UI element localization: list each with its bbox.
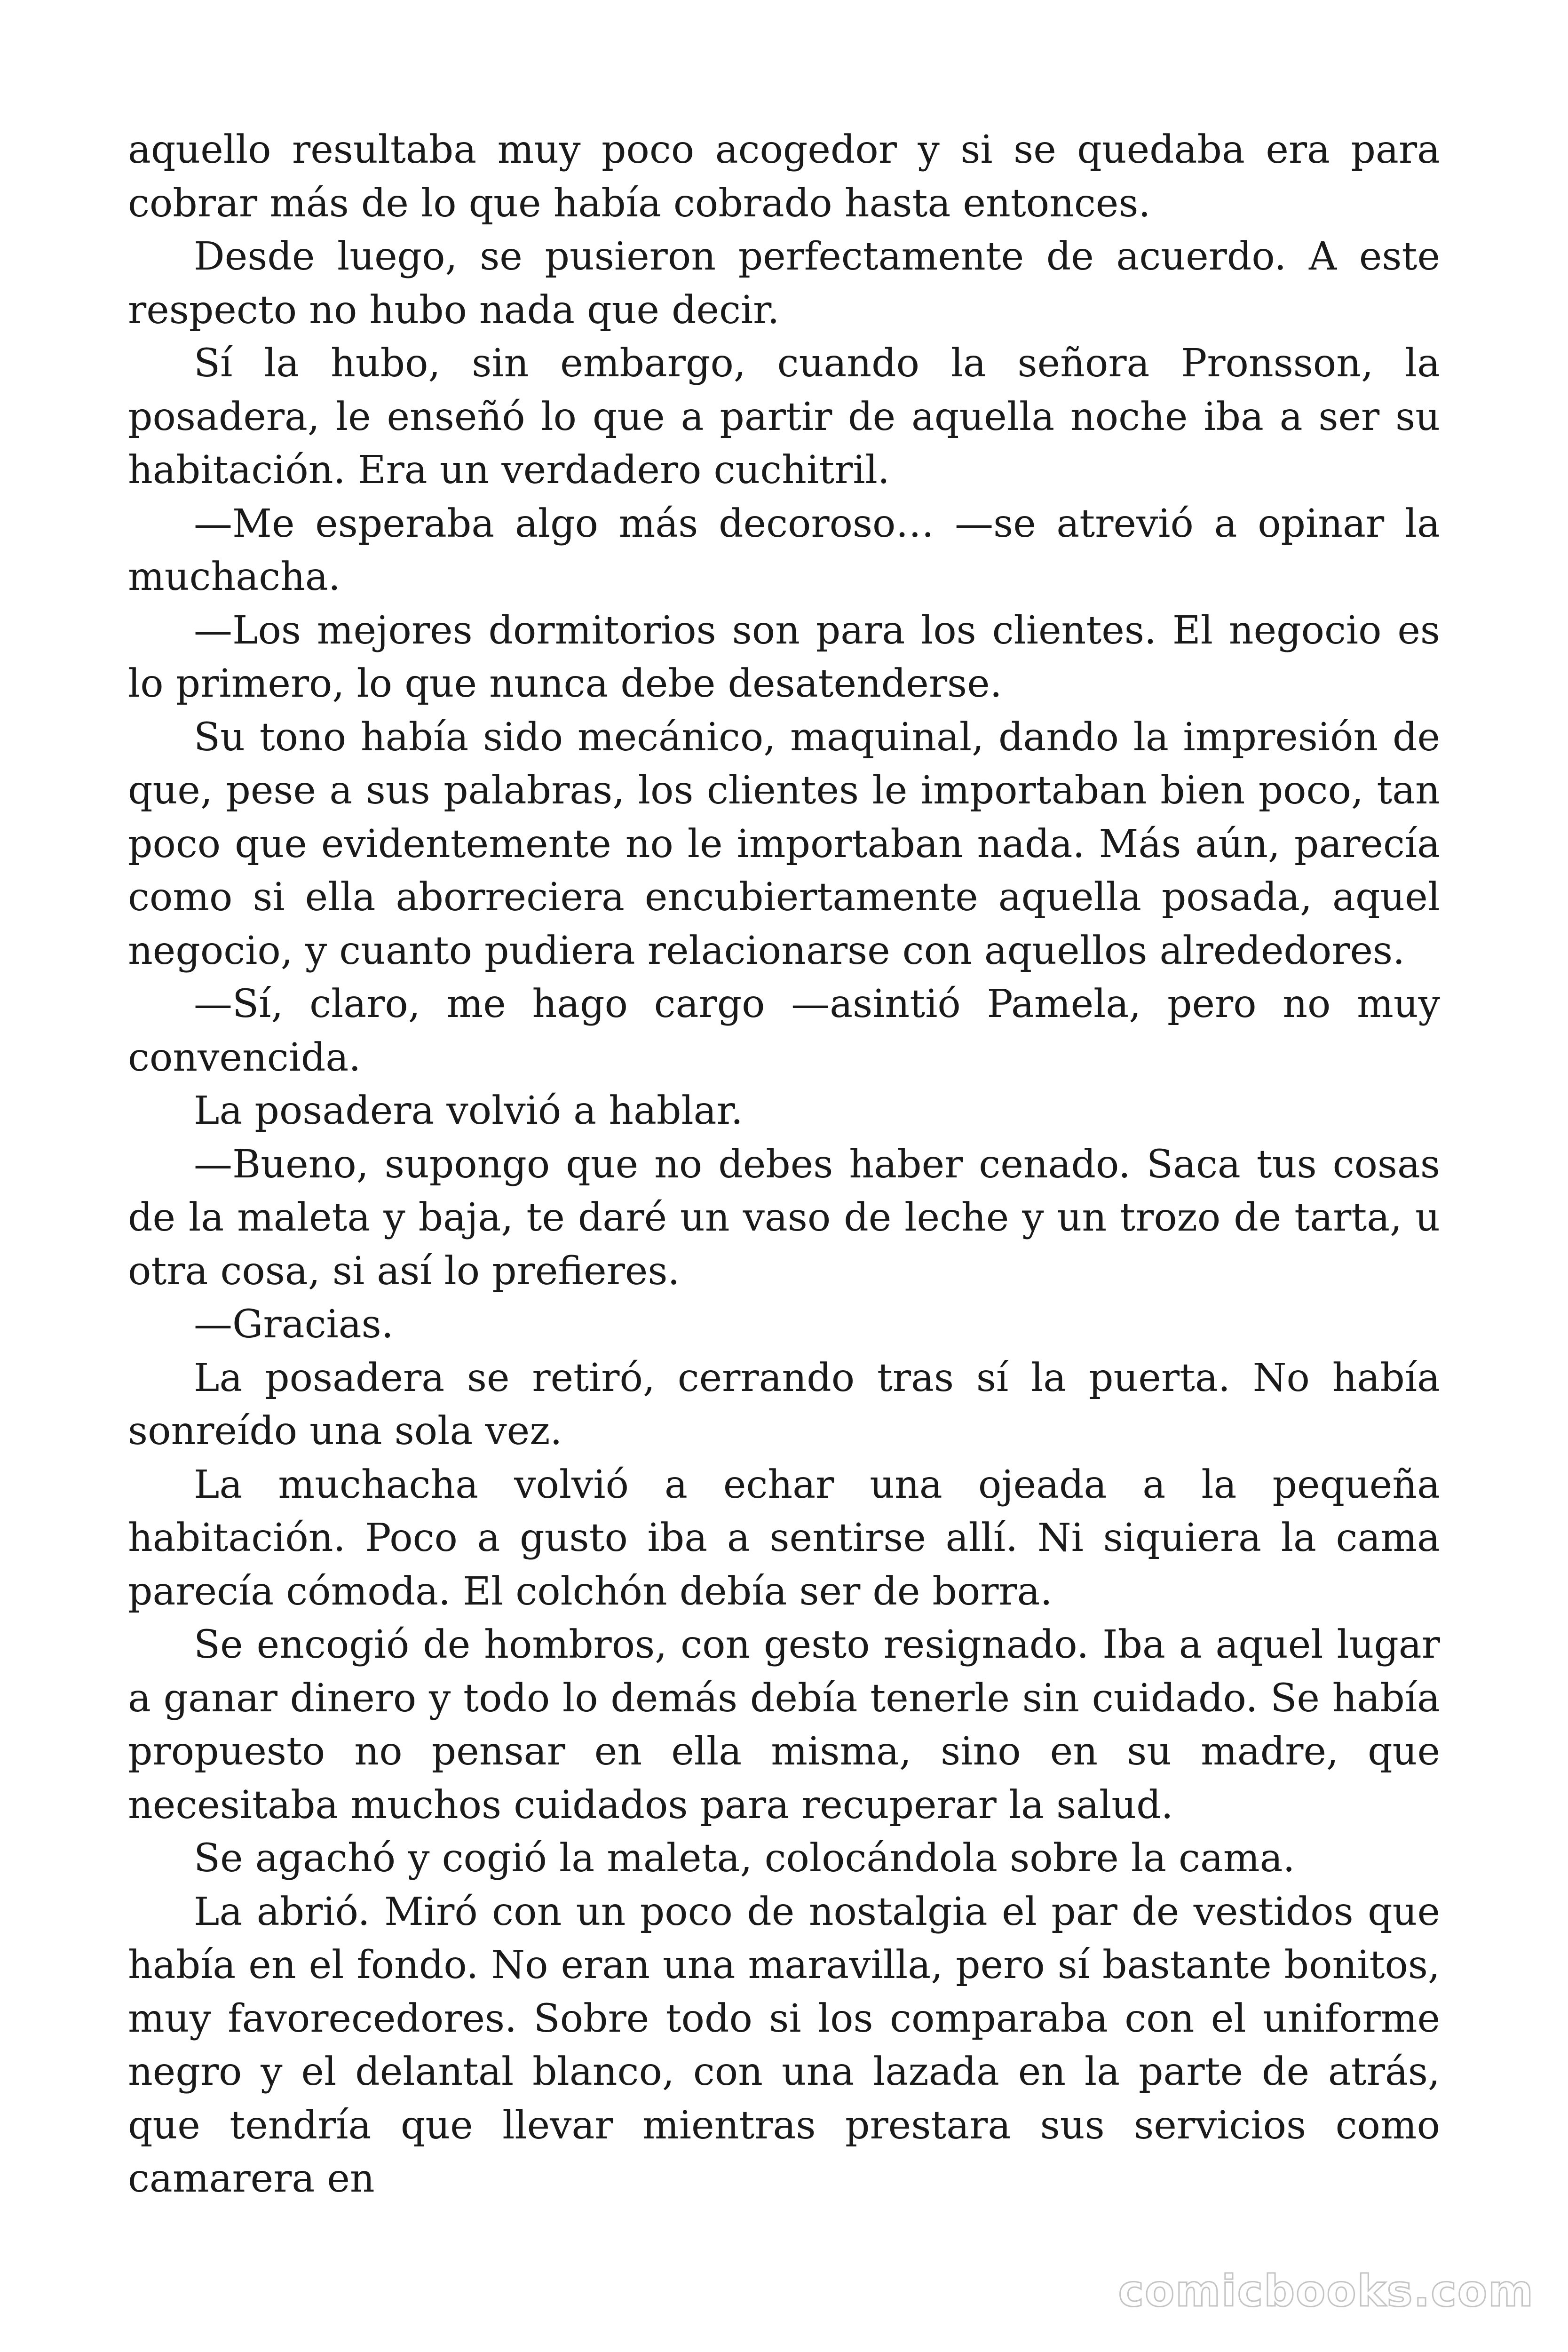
dialogue-paragraph: —Bueno, supongo que no debes haber cenado. Saca tus cosas de la maleta y baja, te daré un vaso de leche y un trozo de tarta, u otra cosa, si así lo prefieres. — [128, 1142, 1440, 1294]
dialogue-paragraph: —Gracias. — [194, 1302, 394, 1347]
paragraph: Desde luego, se pusieron perfectamente de acuerdo. A este respecto no hubo nada que decir. — [128, 234, 1440, 333]
paragraph: Se agachó y cogió la maleta, colocándola sobre la cama. — [194, 1836, 1295, 1881]
paragraph: La posadera se retiró, cerrando tras sí la puerta. No había sonreído una sola vez. — [128, 1355, 1440, 1454]
paragraph-continuation: aquello resultaba muy poco acogedor y si se quedaba era para cobrar más de lo que había cobrado hasta entonces. — [128, 127, 1440, 226]
body-text — [128, 123, 1440, 2206]
paragraph: Sí la hubo, sin embargo, cuando la señora Pronsson, la posadera, le enseñó lo que a partir de aquella noche iba a ser su habitación. Era un verdadero cuchitril. — [128, 341, 1440, 493]
dialogue-paragraph: —Sí, claro, me hago cargo —asintió Pamela, pero no muy convencida. — [128, 982, 1440, 1080]
dialogue-paragraph: —Los mejores dormitorios son para los clientes. El negocio es lo primero, lo que nunca debe desatenderse. — [128, 608, 1440, 706]
watermark-logo: comicbooks.com — [1118, 2266, 1534, 2316]
paragraph: La abrió. Miró con un poco de nostalgia el par de vestidos que había en el fondo. No eran una maravilla, pero sí bastante bonitos, muy favorecedores. Sobre todo si los comparaba con el uniforme negro y el delantal blanco, con una lazada en la parte de atrás, que tendría que llevar mientras prestara sus servicios como camarera en — [128, 1889, 1440, 2201]
paragraph: La posadera volvió a hablar. — [194, 1089, 743, 1133]
dialogue-paragraph: —Me esperaba algo más decoroso… —se atrevió a opinar la muchacha. — [128, 501, 1440, 599]
paragraph: La muchacha volvió a echar una ojeada a la pequeña habitación. Poco a gusto iba a sentirse allí. Ni siquiera la cama parecía cómoda. El colchón debía ser de borra. — [128, 1462, 1440, 1614]
paragraph: Se encogió de hombros, con gesto resignado. Iba a aquel lugar a ganar dinero y todo lo demás debía tenerle sin cuidado. Se había propuesto no pensar en ella misma, sino en su madre, que necesitaba muchos cuidados para recuperar la salud. — [128, 1622, 1440, 1828]
paragraph: Su tono había sido mecánico, maquinal, dando la impresión de que, pese a sus palabras, los clientes le importaban bien poco, tan poco que evidentemente no le importaban nada. Más aún, parecía como si ella aborreciera encubiertamente aquella posada, aquel negocio, y cuanto pudiera relacionarse con aquellos alrededores. — [128, 715, 1440, 973]
